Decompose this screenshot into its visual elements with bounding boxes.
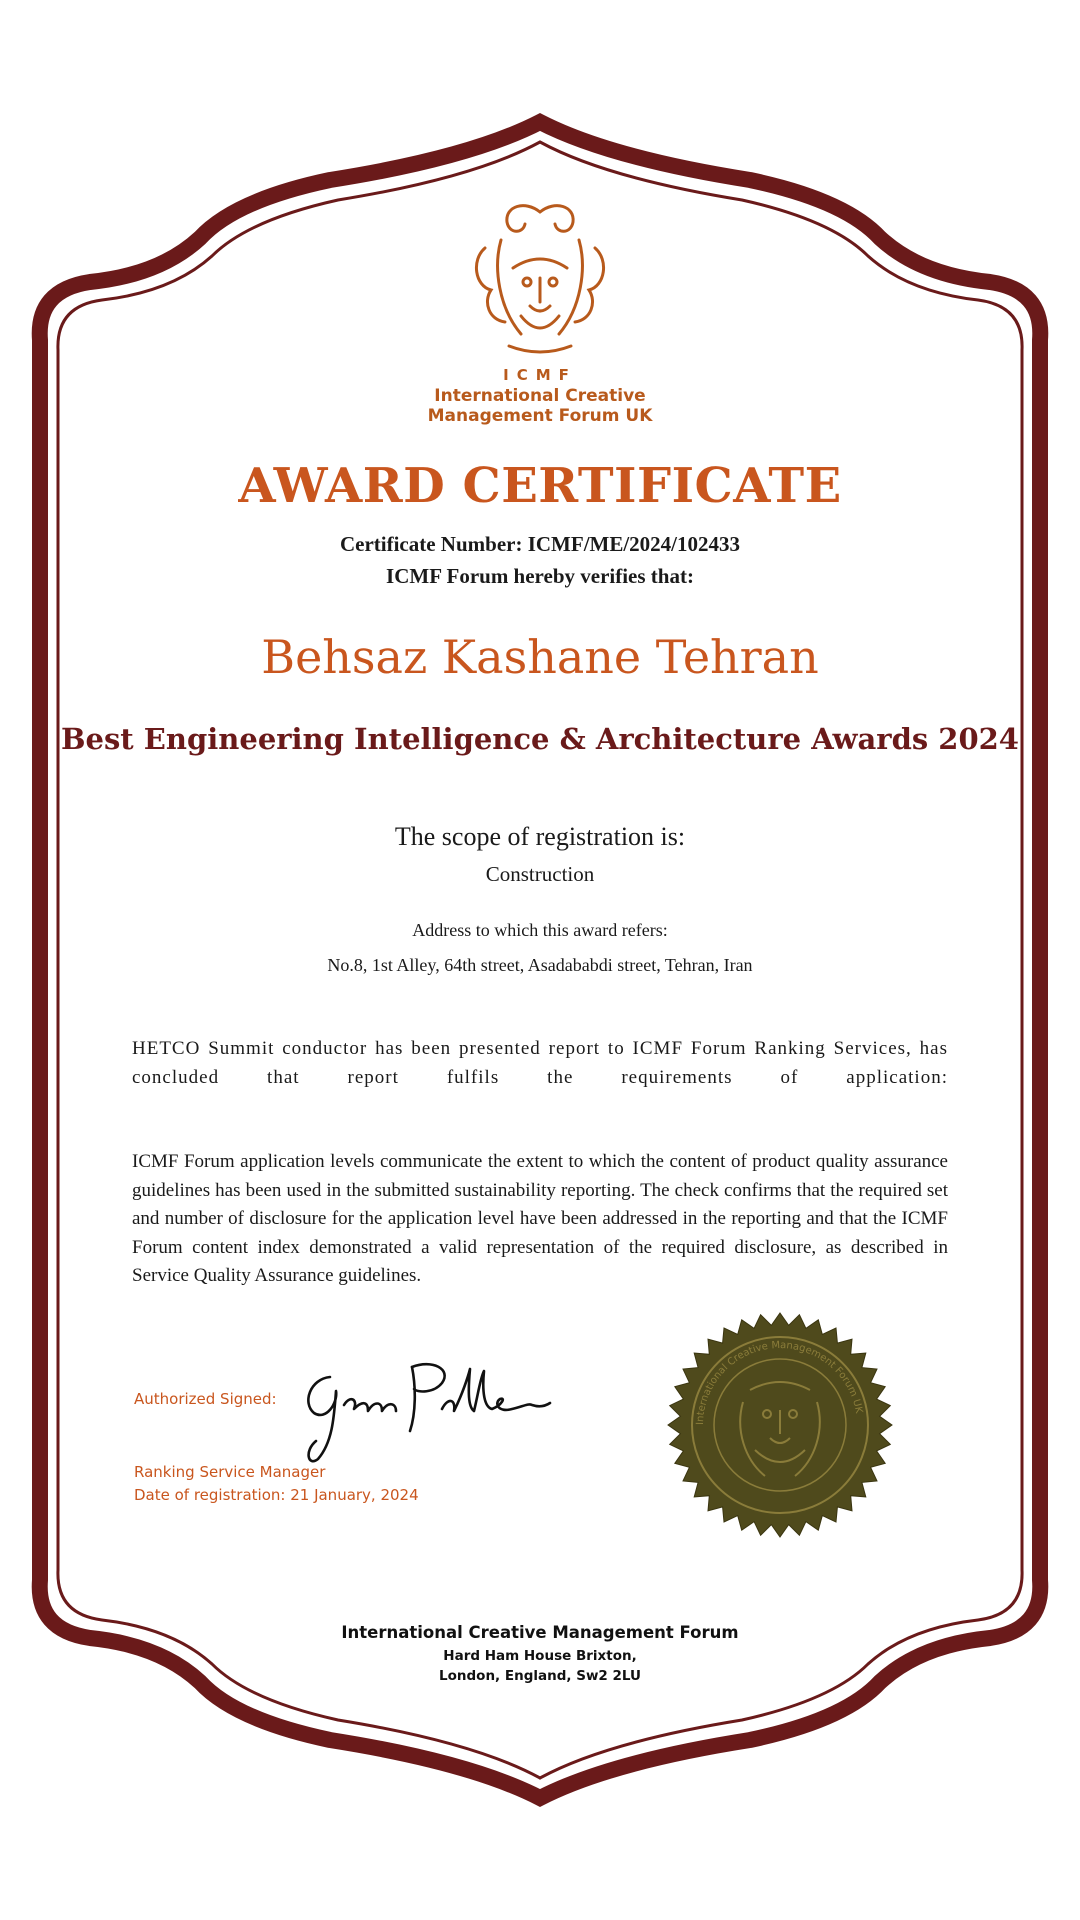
footer-org: International Creative Management Forum (341, 1623, 739, 1642)
org-name-line1: International Creative (434, 386, 646, 406)
signatory-role: Ranking Service Manager (134, 1463, 326, 1481)
certificate-number: Certificate Number: ICMF/ME/2024/102433 (339, 532, 741, 556)
handwritten-signature-icon (292, 1355, 552, 1465)
address-value: No.8, 1st Alley, 64th street, Asadababdi street, Tehran, Iran (327, 955, 753, 975)
org-acronym: ICMF (503, 366, 577, 384)
gold-embossed-seal-icon (665, 1310, 895, 1540)
authorized-signed-label: Authorized Signed: (134, 1390, 277, 1408)
registration-date: Date of registration: 21 January, 2024 (134, 1486, 419, 1504)
footer-address-line1: Hard Ham House Brixton, (443, 1648, 637, 1664)
award-name: Best Engineering Intelligence & Architecture Awards 2024 (61, 722, 1019, 756)
seal-text: International Creative Management Forum UK (694, 1339, 865, 1426)
scope-value: Construction (485, 862, 595, 886)
certificate-title: AWARD CERTIFICATE (238, 458, 842, 514)
org-name-line2: Management Forum UK (427, 406, 653, 426)
verification-statement: ICMF Forum hereby verifies that: (386, 564, 694, 588)
footer-address-line2: London, England, Sw2 2LU (439, 1668, 641, 1684)
body-paragraph-1: HETCO Summit conductor has been presented report to ICMF Forum Ranking Services, has concluded that report fulfils the requirements of application: (132, 1038, 948, 1088)
address-heading: Address to which this award refers: (412, 920, 668, 940)
scope-heading: The scope of registration is: (394, 822, 686, 851)
recipient-name: Behsaz Kashane Tehran (261, 630, 819, 684)
body-paragraph-2: ICMF Forum application levels communicate the extent to which the content of product quality assurance guidelines has been used in the submitted sustainability reporting. The check confirms that the required set and number of disclosure for the application level have been addressed in the reporting and that the ICMF Forum content index demonstrated a valid representation of the required disclosure, as described in Service Quality Assurance guidelines. (132, 1151, 948, 1286)
lion-crest-icon (465, 198, 615, 358)
